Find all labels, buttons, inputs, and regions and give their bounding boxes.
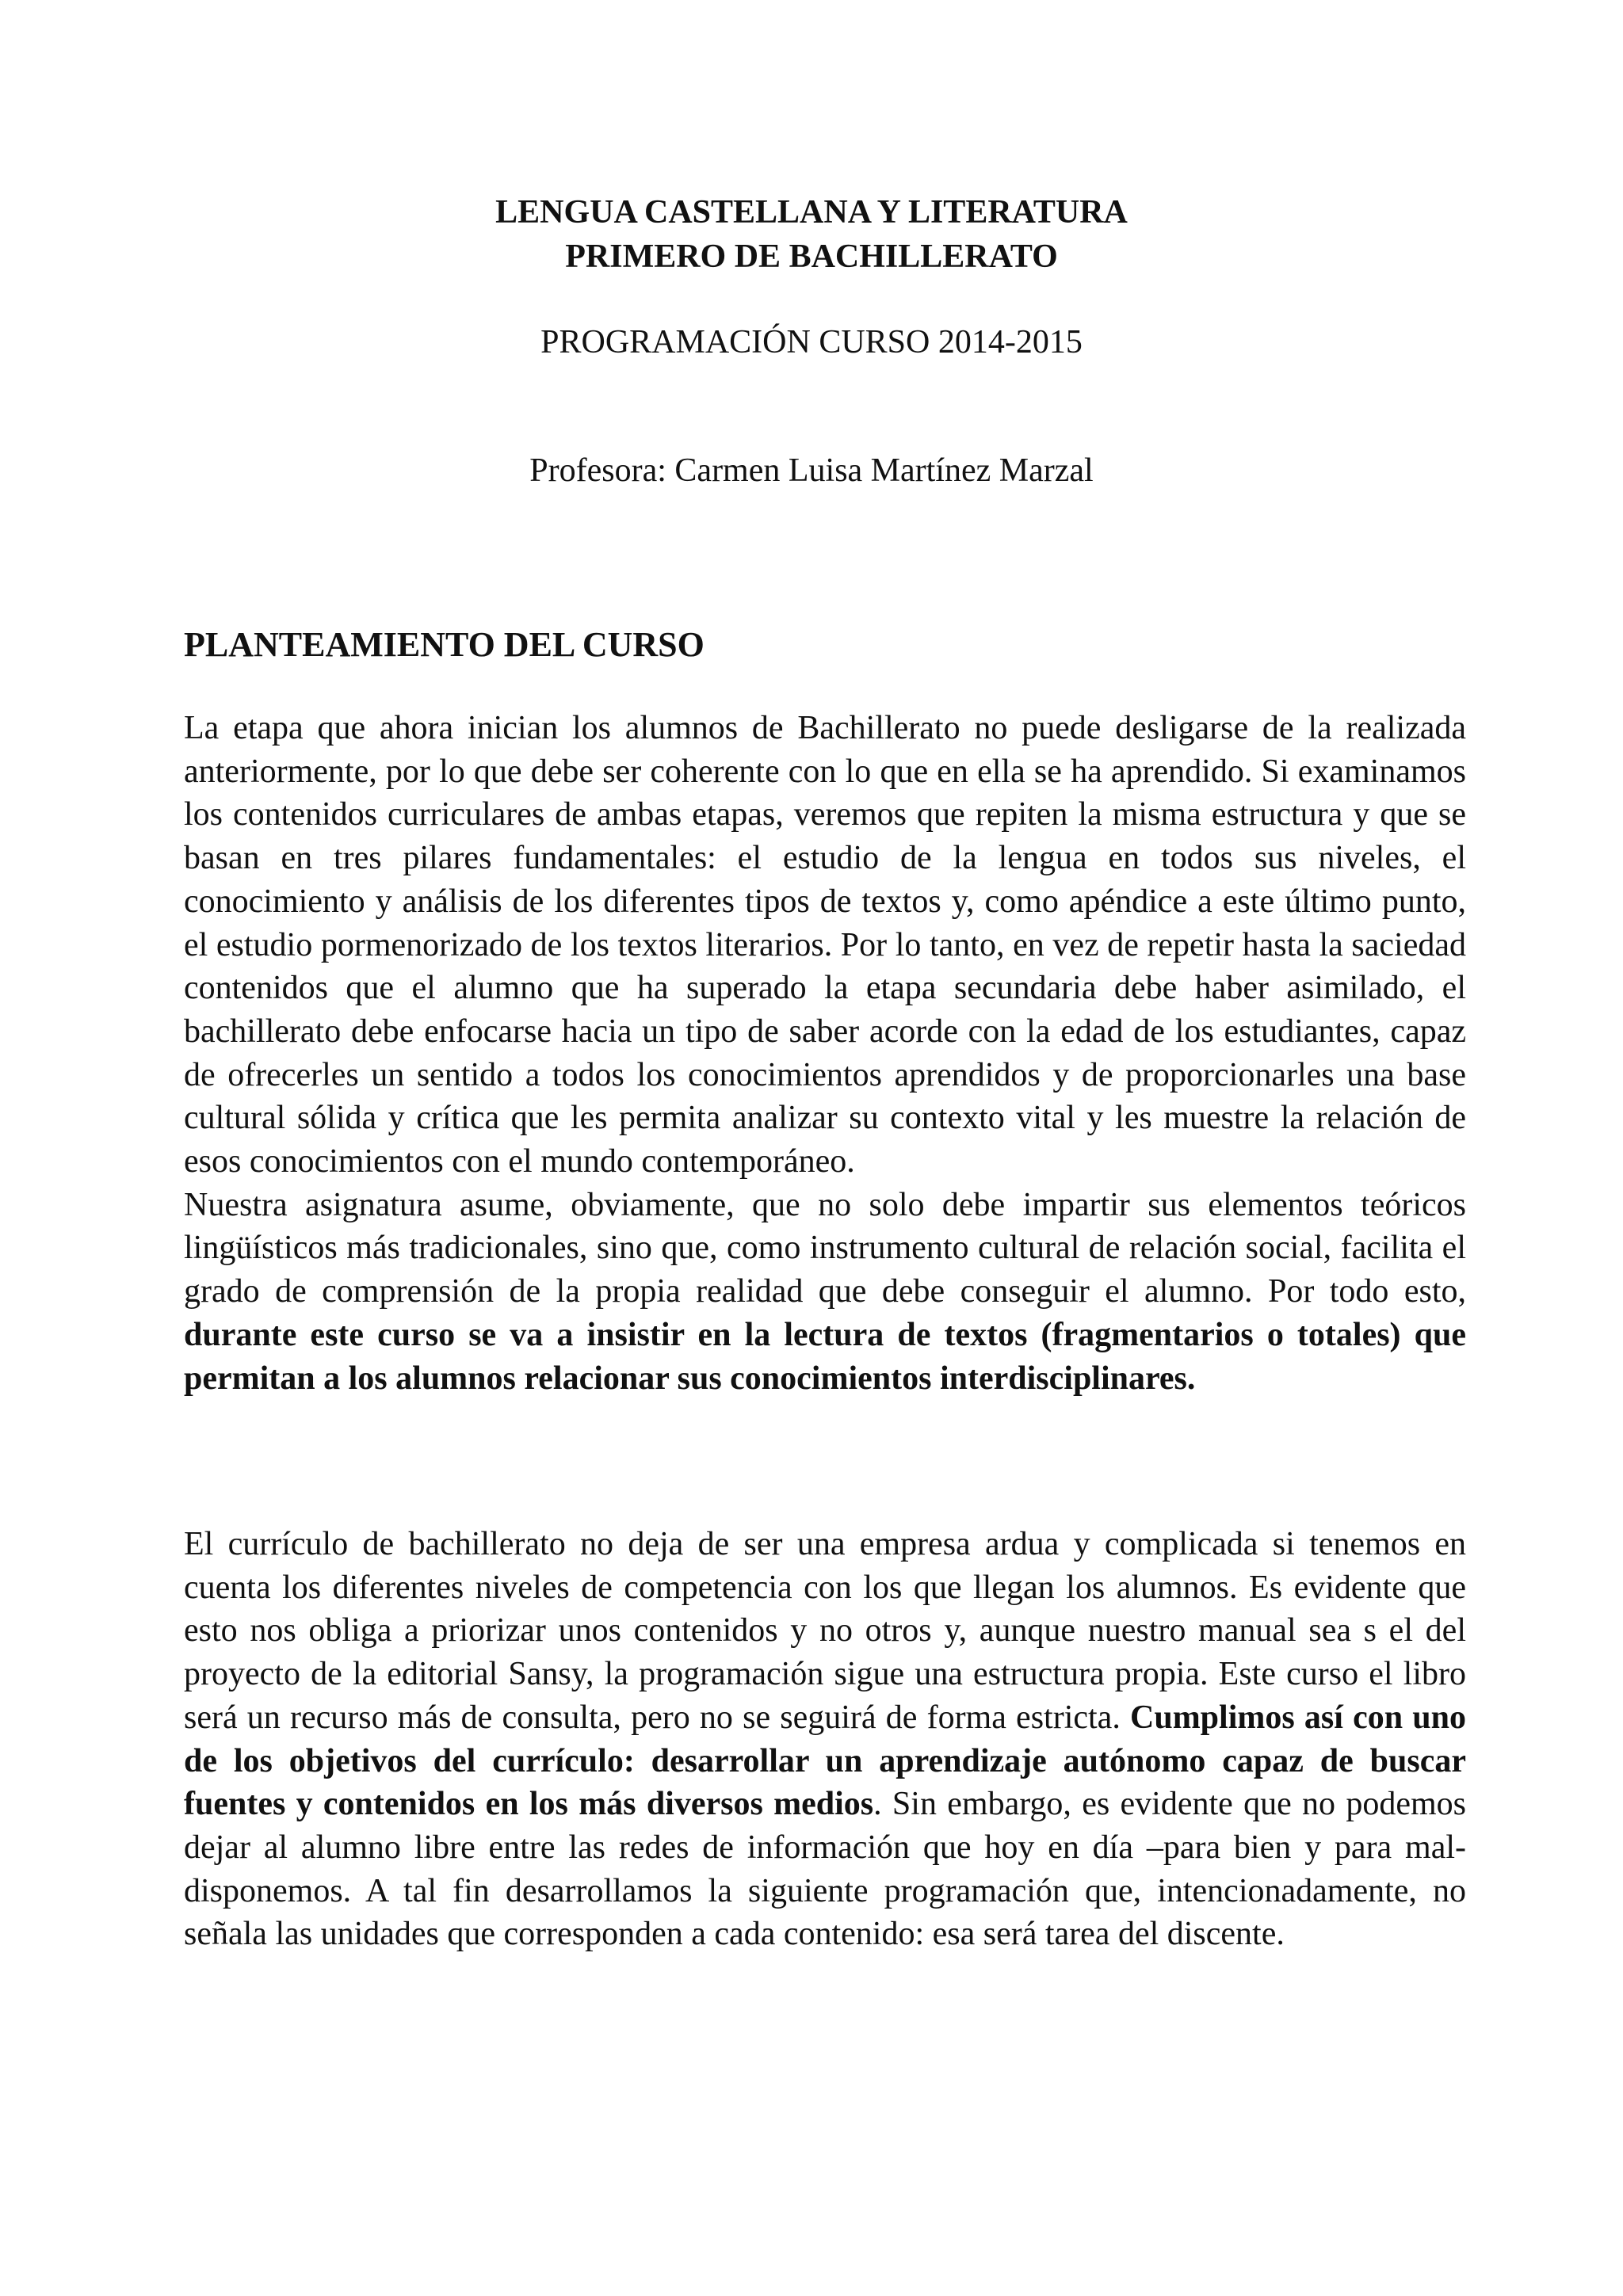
document-title	[0, 190, 1623, 279]
paragraph-2	[184, 1184, 1466, 1401]
body-text-block-1	[184, 707, 1466, 1400]
paragraph-3-emphasis: Cumplimos así con uno de los objetivos del currículo: desarrollar un aprendizaje autónomo capaz de buscar fuentes y contenidos en los más diversos medios	[184, 1699, 1466, 1823]
paragraph-3-text: El currículo de bachillerato no deja de ser una empresa ardua y complicada si tenemos en cuenta los diferentes niveles de competencia con los que llegan los alumnos. Es evidente que esto nos obliga a priorizar unos contenidos y no otros y, aunque nuestro manual sea s el del proyecto de la editorial Sansy, la programación sigue una estructura propia. Este curso el libro será un recurso más de consulta, pero no se seguirá de forma estricta.	[184, 1526, 1466, 1736]
paragraph-2-text: Nuestra asignatura asume, obviamente, que no solo debe impartir sus elementos teóricos lingüísticos más tradicionales, sino que, como instrumento cultural de relación social, facilita el grado de comprensión de la propia realidad que debe conseguir el alumno. Por todo esto,	[184, 1186, 1466, 1310]
paragraph-3	[184, 1523, 1466, 1956]
programacion-subtitle: PROGRAMACIÓN CURSO 2014-2015	[540, 324, 1083, 360]
paragraph-1: La etapa que ahora inician los alumnos de Bachillerato no puede desligarse de la realizada anteriormente, por lo que debe ser coherente con lo que en ella se ha aprendido. Si examinamos los contenidos curriculares de ambas etapas, veremos que repiten la misma estructura y que se basan en tres pilares fundamentales: el estudio de la lengua en todos sus niveles, el conocimiento y análisis de los diferentes tipos de textos y, como apéndice a este último punto, el estudio pormenorizado de los textos literarios. Por lo tanto, en vez de repetir hasta la saciedad contenidos que el alumno que ha superado la etapa secundaria debe haber asimilado, el bachillerato debe enfocarse hacia un tipo de saber acorde con la edad de los estudiantes, capaz de ofrecerles un sentido a todos los conocimientos aprendidos y de proporcionarles una base cultural sólida y crítica que les permita analizar su contexto vital y les muestre la relación de esos conocimientos con el mundo contemporáneo.	[184, 710, 1466, 1180]
section-heading: PLANTEAMIENTO DEL CURSO	[184, 625, 705, 664]
title-line-subject: LENGUA CASTELLANA Y LITERATURA	[495, 194, 1128, 231]
title-line-course: PRIMERO DE BACHILLERATO	[565, 238, 1058, 275]
paragraph-2-emphasis: durante este curso se va a insistir en la lectura de textos (fragmentarios o totales) que permitan a los alumnos relacionar sus conocimientos interdisciplinares.	[184, 1316, 1466, 1397]
teacher-name: Profesora: Carmen Luisa Martínez Marzal	[529, 452, 1094, 489]
paragraph-3-text-end: . Sin embargo, es evidente que no podemos dejar al alumno libre entre las redes de información que hoy en día –para bien y para mal- disponemos. A tal fin desarrollamos la siguiente programación que, intencionadamente, no señala las unidades que corresponden a cada contenido: esa será tarea del discente.	[184, 1786, 1466, 1953]
